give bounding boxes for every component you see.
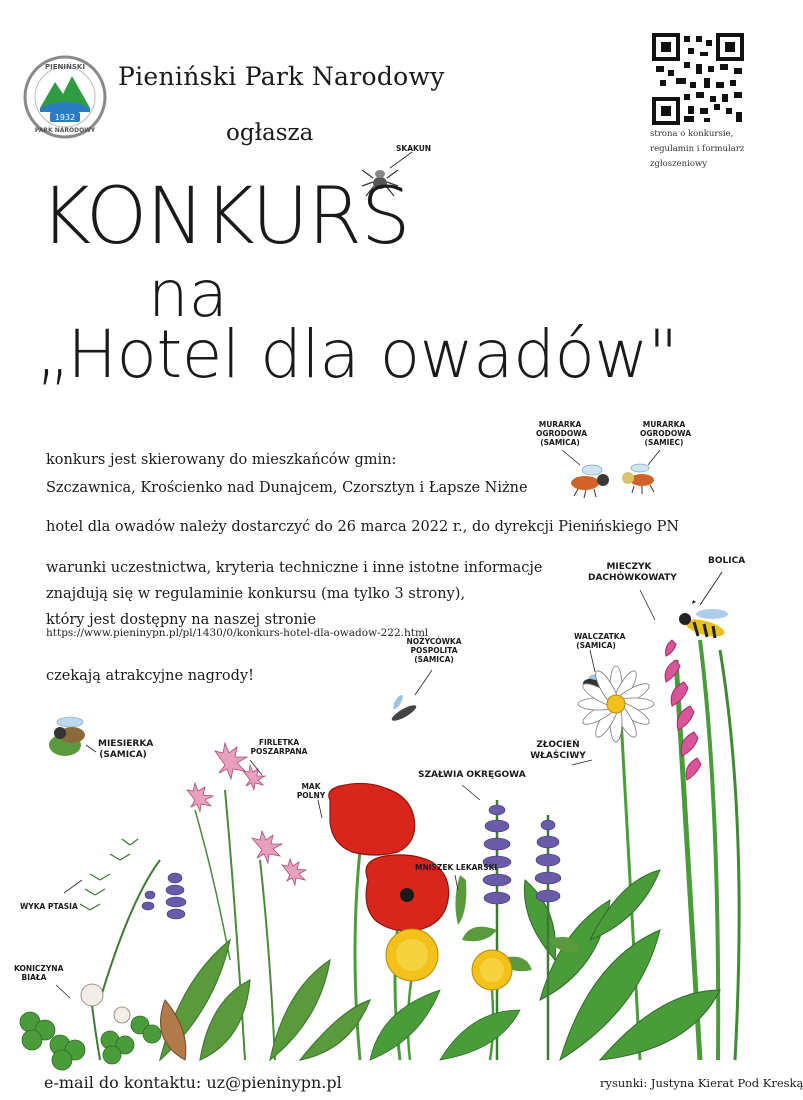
qr-caption: strona o konkursie, regulamin i formularz zgłoszeniowy: [650, 129, 745, 169]
rules-line-1: warunki uczestnictwa, kryteria techniczne i inne istotne informacje: [46, 560, 543, 576]
white-clover-plant: [20, 984, 161, 1070]
wasp-bolica-icon: [679, 572, 728, 640]
mason-bee-male-icon: [622, 450, 660, 494]
announces-text: ogłasza: [226, 120, 314, 146]
label-miesierka: MIESIERKA (SAMICA): [98, 739, 154, 760]
deadline-text: hotel dla owadów należy dostarczyć do 26 marca 2022 r., do dyrekcji Pienińskiego PN: [46, 519, 680, 535]
label-skakun: SKAKUN: [396, 144, 432, 153]
rules-line-3: który jest dostępny na naszej stronie: [46, 612, 317, 628]
label-zlocien: ZŁOCIEŃ WŁAŚCIWY: [530, 740, 586, 761]
label-walczatka: WALCZATKA (SAMICA): [574, 632, 626, 650]
label-murarka-samica: MURARKA OGRODOWA (SAMICA): [536, 420, 588, 447]
illustration-credits: rysunki: Justyna Kierat Pod Kreską: [600, 1076, 803, 1090]
prizes-text: czekają atrakcyjne nagrody!: [46, 668, 254, 684]
rules-line-2: znajdują się w regulaminie konkursu (ma tylko 3 strony),: [46, 586, 466, 602]
tufted-vetch-flowers: [80, 839, 186, 1000]
label-szalwia: SZAŁWIA OKRĘGOWA: [418, 770, 526, 780]
logo-text-bottom: PARK NARODOWY: [34, 127, 96, 134]
label-bolica: BOLICA: [708, 556, 746, 566]
meadow-illustration: [20, 640, 739, 1070]
bee-nozycowka-icon: [390, 670, 432, 723]
contact-email[interactable]: e-mail do kontaktu: uz@pieninypn.pl: [44, 1073, 342, 1092]
logo-text-top: PIENIŃSKI: [45, 63, 85, 71]
label-nozycowka: NOŻYCÓWKA POSPOLITA (SAMICA): [406, 637, 462, 664]
label-mieczyk: MIECZYK DACHÓWKOWATY: [588, 562, 677, 583]
label-murarka-samiec: MURARKA OGRODOWA (SAMIEC): [640, 420, 692, 447]
organization-name: Pieniński Park Narodowy: [118, 62, 445, 91]
title-konkurs: KONKURS: [40, 172, 410, 262]
park-logo: [25, 57, 105, 137]
label-mak: MAK POLNY: [296, 782, 326, 800]
title-hotel: „Hotel dla owadów": [36, 316, 678, 393]
audience-line-1: konkurs jest skierowany do mieszkańców gmin:: [46, 452, 397, 468]
mason-bee-female-icon: [562, 450, 609, 498]
label-firletka: FIRLETKA POSZARPANA: [250, 738, 308, 756]
bee-miesierka-icon: [49, 717, 96, 756]
label-koniczyna: KONICZYNA BIAŁA: [14, 964, 64, 982]
title-na: na: [148, 258, 228, 332]
audience-line-2: Szczawnica, Krościenko nad Dunajcem, Czorsztyn i Łapsze Niżne: [46, 480, 528, 496]
contest-url-link[interactable]: https://www.pieninypn.pl/pl/1430/0/konkurs-hotel-dla-owadow-222.html: [46, 627, 429, 639]
label-wyka: WYKA PTASIA: [20, 902, 78, 911]
qr-code[interactable]: [652, 33, 744, 125]
logo-year: 1932: [54, 113, 76, 122]
label-mniszek: MNISZEK LEKARSKI: [415, 863, 498, 872]
